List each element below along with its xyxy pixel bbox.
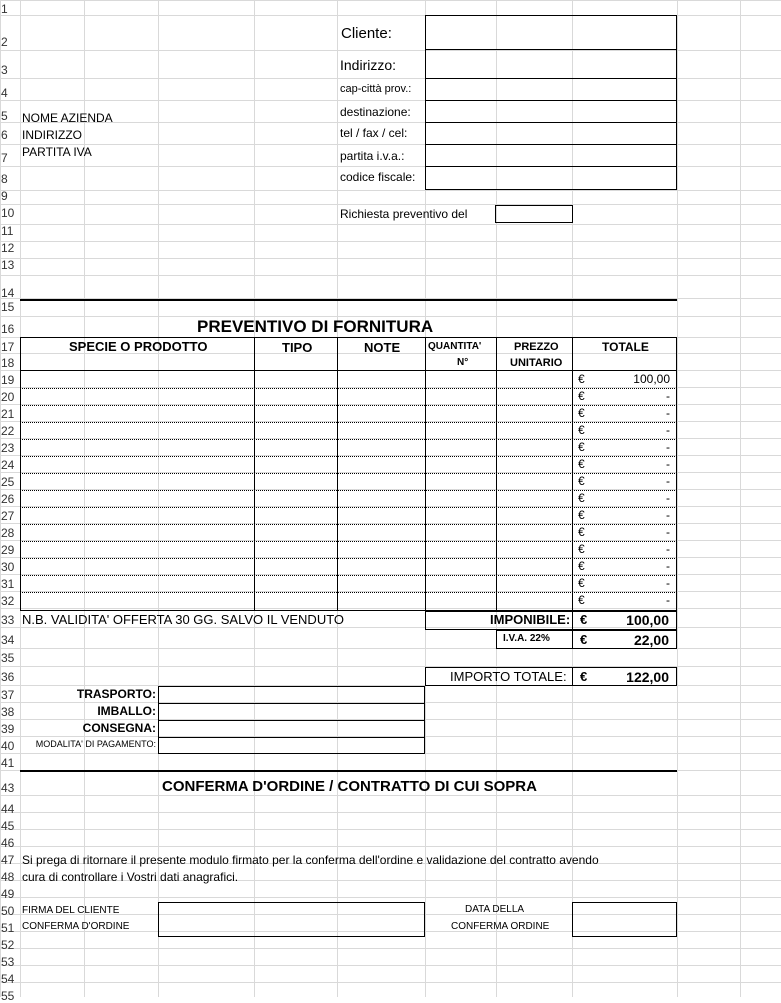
row-number[interactable]: 24 — [1, 458, 15, 472]
row-total-value: - — [666, 491, 670, 505]
vat-label: partita i.v.a.: — [340, 149, 405, 163]
row-number[interactable]: 19 — [1, 373, 15, 387]
header-quantity: QUANTITA' — [428, 341, 482, 352]
row-number[interactable]: 9 — [1, 189, 8, 203]
row-number[interactable]: 21 — [1, 407, 15, 421]
row-total-value: - — [666, 474, 670, 488]
vat-divider — [572, 630, 573, 649]
request-label: Richiesta preventivo del — [340, 207, 468, 221]
instructions-line-1: Si prega di ritornare il presente modulo firmato per la conferma dell'ordine e validazione del contratto avendo — [22, 853, 599, 867]
row-currency: € — [578, 457, 585, 471]
destination-label: destinazione: — [340, 105, 411, 119]
confirm-divider — [20, 770, 677, 772]
row-number[interactable]: 6 — [1, 128, 8, 142]
row-currency: € — [578, 542, 585, 556]
row-total-value: - — [666, 525, 670, 539]
row-number[interactable]: 47 — [1, 853, 15, 867]
shipping-row-divider — [158, 720, 425, 721]
grand-total-value: 122,00 — [626, 669, 669, 685]
shipping-row-divider — [158, 737, 425, 738]
row-currency: € — [578, 576, 585, 590]
company-name: NOME AZIENDA — [22, 111, 113, 125]
row-currency: € — [578, 474, 585, 488]
row-number[interactable]: 29 — [1, 543, 15, 557]
address-label: Indirizzo: — [340, 57, 397, 73]
row-number[interactable]: 39 — [1, 722, 15, 736]
packaging-label: IMBALLO: — [97, 704, 156, 718]
row-number[interactable]: 52 — [1, 938, 15, 952]
row-number[interactable]: 1 — [1, 2, 8, 16]
row-number[interactable]: 46 — [1, 836, 15, 850]
row-number[interactable]: 23 — [1, 441, 15, 455]
row-number[interactable]: 22 — [1, 424, 15, 438]
row-number[interactable]: 10 — [1, 206, 15, 220]
row-total-value: - — [666, 423, 670, 437]
taxable-value: 100,00 — [626, 612, 669, 628]
confirm-title: CONFERMA D'ORDINE / CONTRATTO DI CUI SOPRA — [162, 778, 537, 795]
row-currency: € — [578, 593, 585, 607]
row-currency: € — [578, 525, 585, 539]
row-number[interactable]: 18 — [1, 356, 15, 370]
grand-total-divider — [572, 667, 573, 686]
row-number[interactable]: 16 — [1, 322, 15, 336]
header-quantity-unit: N° — [457, 357, 469, 368]
vat-value: 22,00 — [633, 632, 669, 648]
row-total-value: - — [666, 559, 670, 573]
row-currency: € — [578, 508, 585, 522]
shipping-row-divider — [158, 703, 425, 704]
row-number[interactable]: 17 — [1, 340, 15, 354]
taxable-label: IMPONIBILE: — [490, 612, 571, 627]
row-number[interactable]: 11 — [1, 224, 14, 238]
row-number[interactable]: 33 — [1, 613, 15, 627]
row-total-value: - — [666, 542, 670, 556]
row-number[interactable]: 3 — [1, 63, 8, 77]
row-number[interactable]: 15 — [1, 300, 15, 314]
row-total-value: - — [666, 457, 670, 471]
row-currency: € — [578, 372, 585, 386]
header-product: SPECIE O PRODOTTO — [69, 339, 208, 354]
header-total: TOTALE — [602, 340, 649, 354]
row-currency: € — [578, 406, 585, 420]
row-number[interactable]: 40 — [1, 739, 15, 753]
row-number[interactable]: 36 — [1, 670, 15, 684]
row-number[interactable]: 20 — [1, 390, 15, 404]
row-total-value: - — [666, 389, 670, 403]
grand-total-label: IMPORTO TOTALE: — [450, 669, 567, 684]
signature-field[interactable] — [158, 902, 425, 937]
row-total-value: - — [666, 508, 670, 522]
row-number[interactable]: 34 — [1, 633, 15, 647]
client-label: Cliente: — [341, 25, 392, 42]
row-number[interactable]: 49 — [1, 887, 15, 901]
row-number[interactable]: 31 — [1, 577, 15, 591]
fiscal-code-label: codice fiscale: — [340, 170, 416, 184]
taxable-currency: € — [580, 612, 588, 627]
row-number[interactable]: 53 — [1, 955, 15, 969]
confirm-date-field[interactable] — [572, 902, 677, 937]
delivery-label: CONSEGNA: — [82, 721, 156, 735]
row-number[interactable]: 12 — [1, 241, 15, 255]
header-price-unit: UNITARIO — [510, 357, 563, 369]
company-vat: PARTITA IVA — [22, 145, 92, 159]
row-number[interactable]: 44 — [1, 802, 15, 816]
row-number[interactable]: 26 — [1, 492, 15, 506]
row-number[interactable]: 4 — [1, 86, 8, 100]
row-total-value: 100,00 — [633, 372, 670, 386]
vat-total-label: I.V.A. 22% — [503, 633, 550, 644]
row-number[interactable]: 38 — [1, 705, 15, 719]
row-number[interactable]: 43 — [1, 781, 15, 795]
company-address: INDIRIZZO — [22, 128, 82, 142]
row-total-value: - — [666, 440, 670, 454]
grand-total-currency: € — [580, 669, 588, 684]
signature-label-1: FIRMA DEL CLIENTE — [22, 905, 120, 916]
row-number[interactable]: 41 — [1, 756, 15, 770]
taxable-divider — [572, 611, 573, 630]
row-number[interactable]: 35 — [1, 651, 15, 665]
row-number[interactable]: 32 — [1, 594, 15, 608]
quote-title: PREVENTIVO DI FORNITURA — [197, 317, 434, 336]
row-number[interactable]: 5 — [1, 109, 8, 123]
signature-label-2: CONFERMA D'ORDINE — [22, 921, 130, 932]
validity-note: N.B. VALIDITA' OFFERTA 30 GG. SALVO IL VENDUTO — [22, 612, 345, 627]
row-number[interactable]: 55 — [1, 989, 15, 1003]
row-number[interactable]: 8 — [1, 172, 8, 186]
row-number[interactable]: 45 — [1, 819, 15, 833]
row-number[interactable]: 7 — [1, 151, 8, 165]
payment-label: MODALITA' DI PAGAMENTO: — [35, 739, 156, 749]
shipping-label: TRASPORTO: — [76, 687, 156, 701]
row-total-value: - — [666, 593, 670, 607]
vat-currency: € — [580, 632, 588, 647]
row-number[interactable]: 51 — [1, 921, 15, 935]
row-number[interactable]: 50 — [1, 904, 15, 918]
phone-label: tel / fax / cel: — [340, 126, 408, 140]
header-notes: NOTE — [364, 340, 401, 355]
row-number[interactable]: 37 — [1, 688, 15, 702]
row-number[interactable]: 2 — [1, 35, 8, 49]
row-number[interactable]: 28 — [1, 526, 15, 540]
header-type: TIPO — [282, 340, 313, 355]
row-number[interactable]: 54 — [1, 972, 15, 986]
row-number[interactable]: 25 — [1, 475, 15, 489]
row-currency: € — [578, 440, 585, 454]
row-currency: € — [578, 423, 585, 437]
row-number[interactable]: 30 — [1, 560, 15, 574]
row-total-value: - — [666, 576, 670, 590]
row-currency: € — [578, 389, 585, 403]
row-currency: € — [578, 491, 585, 505]
row-number[interactable]: 48 — [1, 870, 15, 884]
row-total-value: - — [666, 406, 670, 420]
instructions-line-2: cura di controllare i Vostri dati anagrafici. — [22, 870, 239, 884]
row-number[interactable]: 13 — [1, 258, 15, 272]
header-price: PREZZO — [514, 341, 559, 353]
row-number[interactable]: 14 — [1, 286, 15, 300]
cap-label: cap-città prov.: — [340, 83, 412, 95]
row-currency: € — [578, 559, 585, 573]
row-number[interactable]: 27 — [1, 509, 15, 523]
date-label-1: DATA DELLA — [465, 904, 525, 915]
date-label-2: CONFERMA ORDINE — [451, 921, 550, 932]
